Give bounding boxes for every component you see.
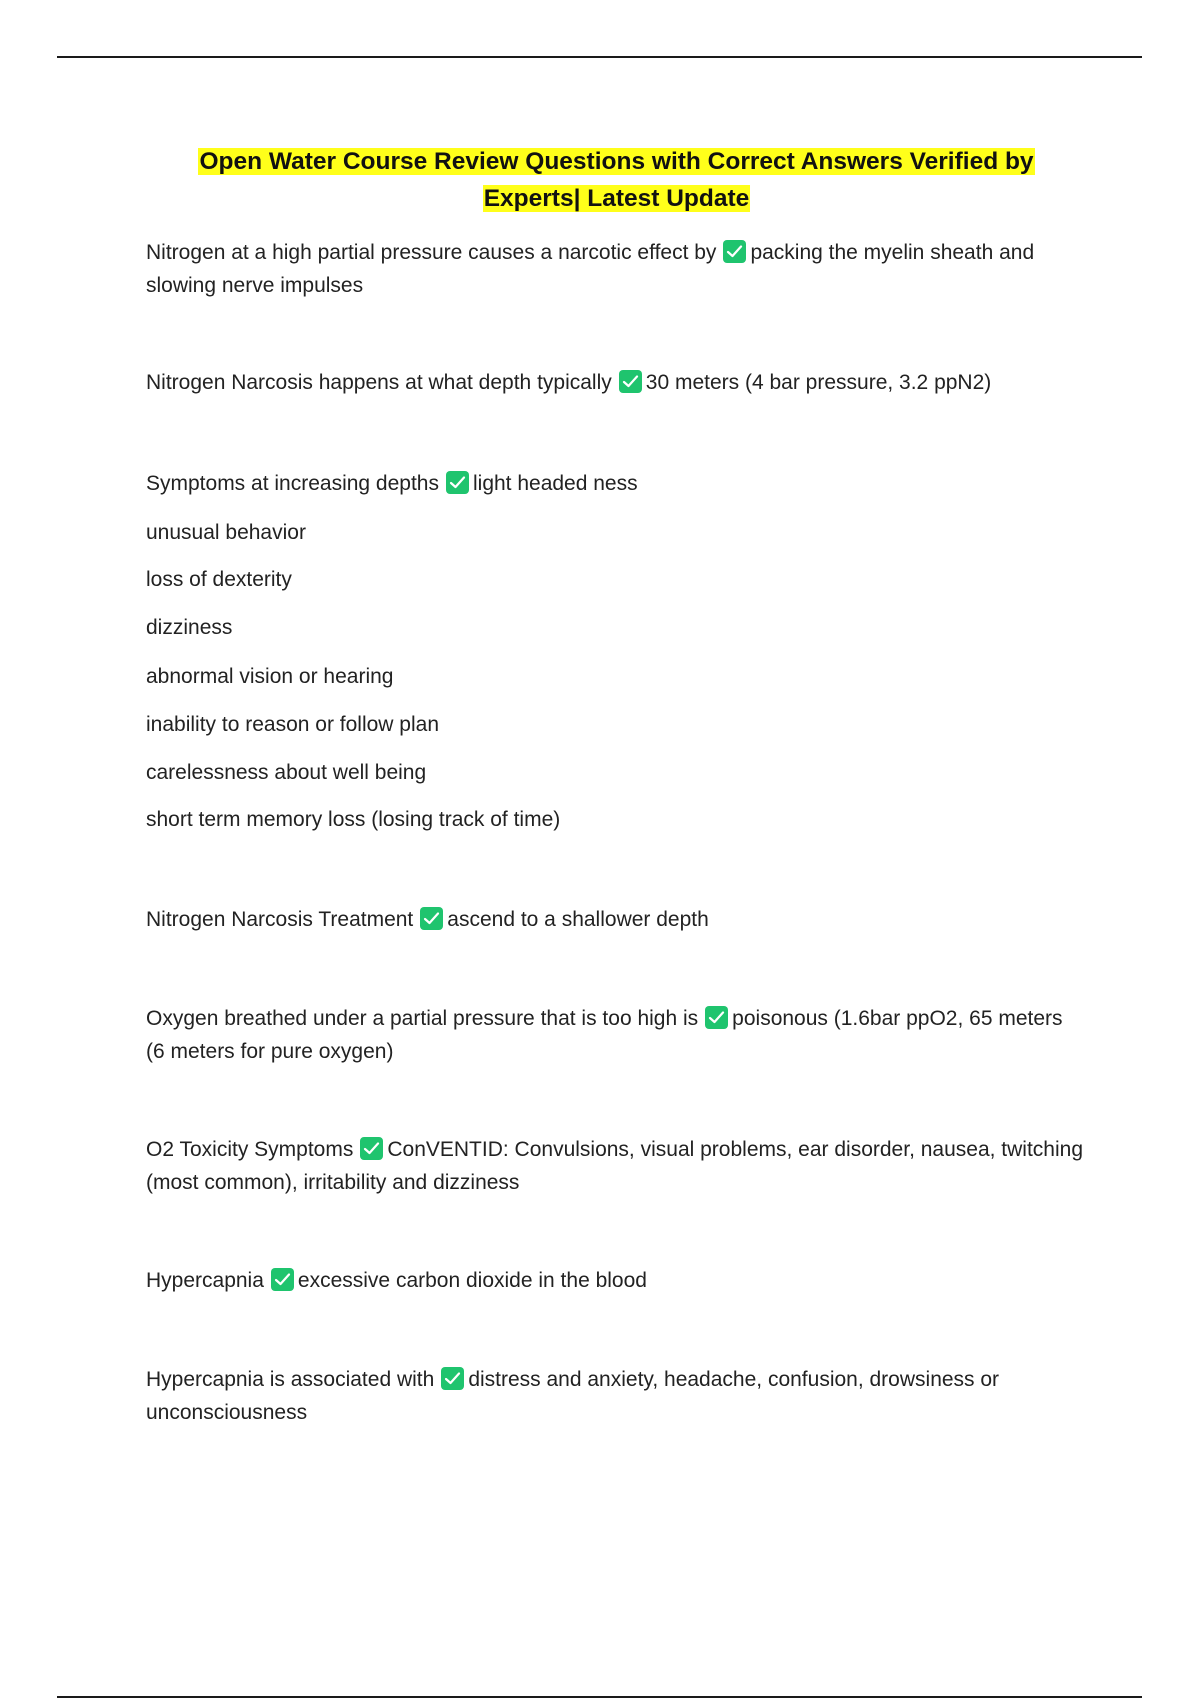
question-text: Hypercapnia is associated with [146, 1368, 435, 1391]
question-text: O2 Toxicity Symptoms [146, 1138, 354, 1161]
answer-text: poisonous (1.6bar ppO2, 65 meters (6 meters for pure oxygen) [146, 1007, 1063, 1063]
qa-item-2 [146, 367, 1106, 400]
answer-text: 30 meters (4 bar pressure, 3.2 ppN2) [645, 371, 992, 394]
symptom-item: abnormal vision or hearing [146, 665, 394, 688]
check-mark-icon [420, 907, 443, 930]
question-text: Hypercapnia [146, 1269, 264, 1292]
symptom-item: unusual behavior [146, 521, 306, 544]
symptom-item: short term memory loss (losing track of time) [146, 808, 561, 831]
check-mark-icon [723, 240, 746, 263]
qa-item-1 [146, 237, 1106, 302]
question-text: Symptoms at increasing depths [146, 472, 439, 495]
symptom-item: dizziness [146, 616, 233, 639]
answer-text: packing the myelin sheath and slowing nerve impulses [146, 241, 1035, 297]
answer-text: light headed ness [472, 472, 638, 495]
question-text: Oxygen breathed under a partial pressure that is too high is [146, 1007, 699, 1030]
qa-item-3 [146, 468, 1106, 501]
check-mark-icon [441, 1367, 464, 1390]
check-mark-icon [360, 1137, 383, 1160]
question-text: Nitrogen Narcosis Treatment [146, 908, 414, 931]
answer-text: distress and anxiety, headache, confusion, drowsiness or unconsciousness [146, 1368, 1000, 1424]
qa-item-4 [146, 904, 1106, 937]
title-line-1: Open Water Course Review Questions with Correct Answers Verified by [199, 148, 1034, 175]
symptom-item: carelessness about well being [146, 761, 427, 784]
question-text: Nitrogen at a high partial pressure causes a narcotic effect by [146, 241, 717, 264]
header-rule [57, 56, 1142, 58]
check-mark-icon [619, 370, 642, 393]
question-text: Nitrogen Narcosis happens at what depth typically [146, 371, 612, 394]
qa-item-6 [146, 1134, 1106, 1199]
answer-text: ConVENTID: Convulsions, visual problems, ear disorder, nausea, twitching (most common), irritability and dizziness [146, 1138, 1083, 1194]
check-mark-icon [446, 471, 469, 494]
qa-item-7 [146, 1265, 1106, 1298]
answer-text: ascend to a shallower depth [447, 908, 709, 931]
answer-text: excessive carbon dioxide in the blood [297, 1269, 647, 1292]
title-line-2: Experts| Latest Update [483, 185, 750, 212]
check-mark-icon [271, 1268, 294, 1291]
symptom-item: loss of dexterity [146, 568, 292, 591]
qa-item-5 [146, 1003, 1076, 1068]
symptom-item: inability to reason or follow plan [146, 713, 439, 736]
check-mark-icon [705, 1006, 728, 1029]
qa-item-8 [146, 1364, 1106, 1429]
document-title [150, 143, 1083, 217]
footer-rule [57, 1696, 1142, 1698]
